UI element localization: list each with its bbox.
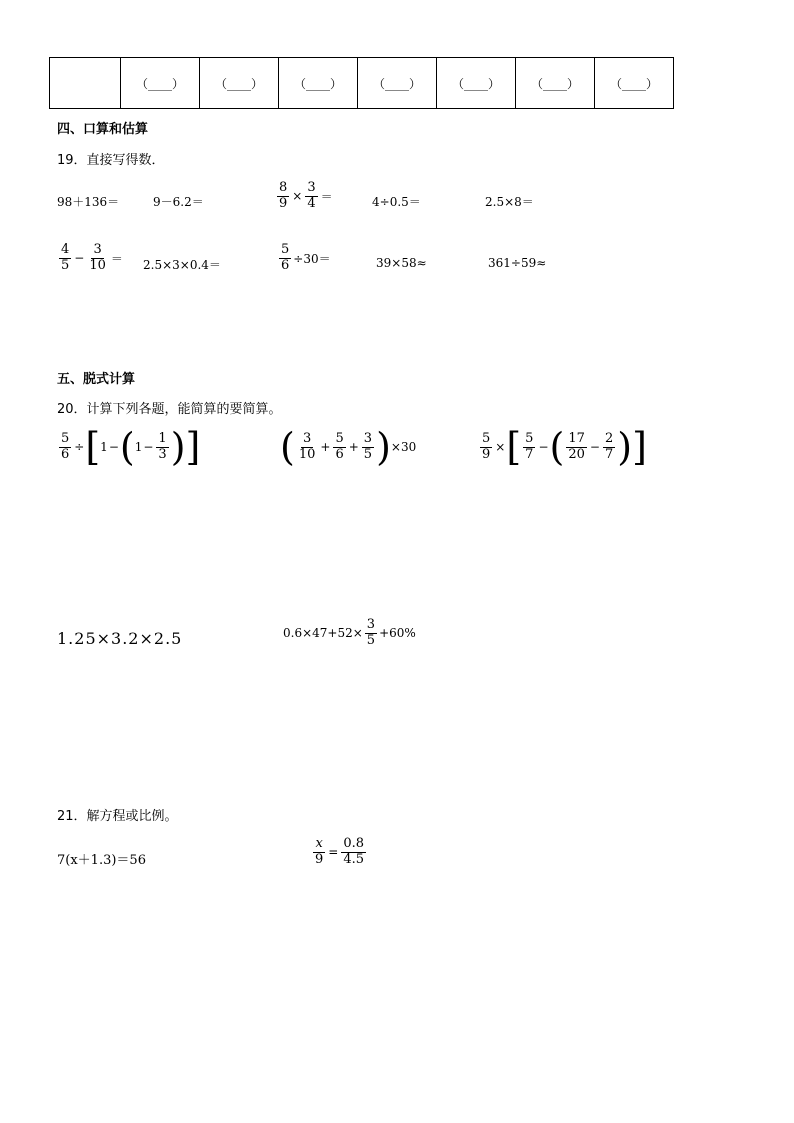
question-19-label: 19．直接写得数． <box>57 153 165 168</box>
fraction: $\frac{5}{9}$ <box>482 430 491 462</box>
right-paren: ) <box>170 425 186 469</box>
q19-r1-a: 98＋136＝ <box>57 195 120 209</box>
fraction: $\frac{3}{5}$ <box>366 617 376 648</box>
section-5-title: 五、脱式计算 <box>57 372 136 387</box>
fraction: $\frac{4}{5}$ <box>61 242 70 273</box>
left-paren: ( <box>119 425 135 469</box>
q19-r2-e: 361÷59≈ <box>488 256 547 270</box>
answer-blank-4: （____） <box>358 58 437 109</box>
fraction: $\frac{5}{6}$ <box>61 430 70 462</box>
left-bracket: [ <box>85 425 101 469</box>
q20-expr-3: $\frac{5}{9}$ × [ $\frac{5}{7}$ − ( $\frac{17}{20}$ − $\frac{2}{7}$ ) ] <box>482 425 647 469</box>
section-4-title: 四、口算和估算 <box>57 122 149 137</box>
answer-blank-6: （____） <box>516 58 595 109</box>
q19-r2-d: 39×58≈ <box>376 256 427 270</box>
q19-r2-c: $\frac{5}{6}$ ÷30＝ <box>281 242 331 273</box>
q19-r1-c: $\frac{8}{9}$ × $\frac{3}{4}$ ＝ <box>279 180 333 211</box>
fraction: $\frac{3}{4}$ <box>307 180 316 211</box>
question-20-label: 20．计算下列各题，能简算的要简算。 <box>57 402 282 417</box>
right-paren: ) <box>376 425 391 469</box>
answer-blank-1: （____） <box>121 58 200 109</box>
fraction: $\frac{3}{10}$ <box>89 242 106 273</box>
q20-expr-1: $\frac{5}{6}$ ÷ [ 1 − ( 1 − $\frac{1}{3}$ ) ] <box>61 425 201 469</box>
table-row <box>50 58 674 109</box>
left-paren: ( <box>280 425 295 469</box>
q20-expr-5: 0.6×47+52× $\frac{3}{5}$ +60% <box>283 617 416 648</box>
q19-r1-b: 9－6.2＝ <box>153 195 204 209</box>
fraction: $\frac{5}{6}$ <box>335 430 344 462</box>
q20-expr-4: 1.25×3.2×2.5 <box>57 629 183 648</box>
fraction: $\frac{1}{3}$ <box>158 430 167 462</box>
table-label-cell <box>50 58 121 109</box>
q21-expr-1: 7(x＋1.3)＝56 <box>57 853 146 868</box>
q19-r1-d: 4÷0.5＝ <box>372 195 421 209</box>
fraction: $\frac{x}{9}$ <box>315 836 324 867</box>
q21-expr-2: $\frac{x}{9}$ = $\frac{0.8}{4.5}$ <box>315 836 365 867</box>
left-paren: ( <box>549 425 565 469</box>
q20-expr-2: ( $\frac{3}{10}$ + $\frac{5}{6}$ + $\frac{3}{5}$ ) ×30 <box>280 425 417 469</box>
fraction: $\frac{5}{7}$ <box>525 430 534 462</box>
answer-blank-5: （____） <box>437 58 516 109</box>
answer-blank-7: （____） <box>595 58 674 109</box>
q19-r1-e: 2.5×8＝ <box>485 195 534 209</box>
fraction: $\frac{3}{10}$ <box>298 430 316 462</box>
answer-blank-2: （____） <box>200 58 279 109</box>
fraction: $\frac{0.8}{4.5}$ <box>343 836 365 867</box>
fraction: $\frac{8}{9}$ <box>279 180 288 211</box>
right-bracket: ] <box>632 425 647 469</box>
answer-table <box>49 57 674 109</box>
left-bracket: [ <box>506 425 522 469</box>
q19-r2-b: 2.5×3×0.4＝ <box>143 258 221 272</box>
question-21-label: 21．解方程或比例。 <box>57 809 178 824</box>
right-bracket: ] <box>185 425 201 469</box>
fraction: $\frac{5}{6}$ <box>281 242 290 273</box>
fraction: $\frac{3}{5}$ <box>363 430 373 462</box>
right-paren: ) <box>617 425 633 469</box>
q19-r2-a: $\frac{4}{5}$ − $\frac{3}{10}$ ＝ <box>61 242 123 273</box>
answer-blank-3: （____） <box>279 58 358 109</box>
fraction: $\frac{2}{7}$ <box>604 430 614 462</box>
fraction: $\frac{17}{20}$ <box>568 430 585 462</box>
